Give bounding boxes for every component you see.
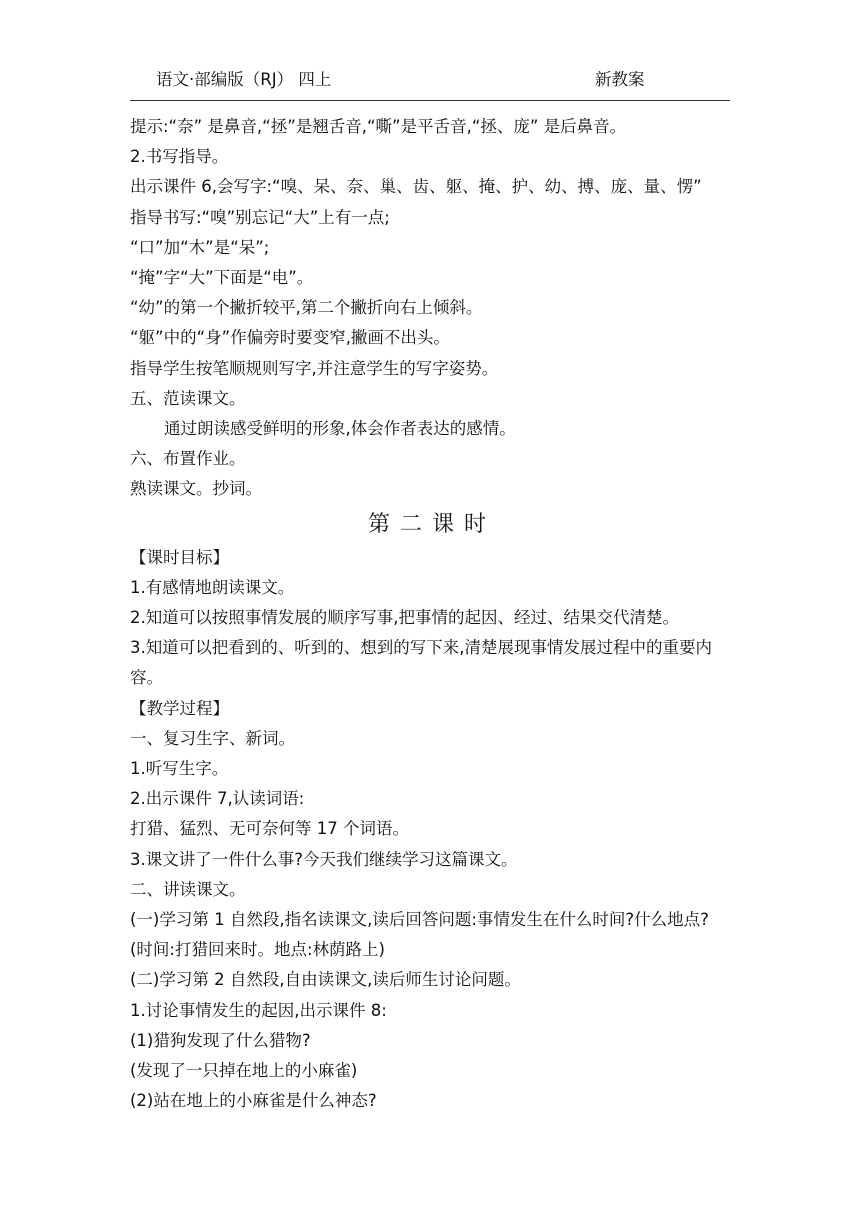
paragraph: “口”加“木”是“呆”; <box>130 237 270 257</box>
paragraph: (2)站在地上的小麻雀是什么神态? <box>130 1091 377 1111</box>
section-heading: 五、范读课文。 <box>130 388 246 408</box>
paragraph: 打猎、猛烈、无可奈何等 17 个词语。 <box>130 819 409 839</box>
paragraph: 1.有感情地朗读课文。 <box>130 577 295 597</box>
paragraph: 2.书写指导。 <box>130 147 229 167</box>
paragraph: 3.课文讲了一件什么事?今天我们继续学习这篇课文。 <box>130 849 518 869</box>
paragraph: 2.出示课件 7,认读词语: <box>130 789 305 809</box>
lesson-title: 第二课时 <box>367 511 496 537</box>
paragraph: 3.知道可以把看到的、听到的、想到的写下来,清楚展现事情发展过程中的重要内容。 <box>130 638 712 688</box>
page-header <box>130 60 730 101</box>
paragraph: (1)猎狗发现了什么猎物? <box>130 1030 311 1050</box>
paragraph: 1.讨论事情发生的起因,出示课件 8: <box>130 1000 387 1020</box>
header-left-text: 语文·部编版（RJ） 四上 <box>156 70 332 89</box>
document-body <box>130 112 734 1117</box>
paragraph: (时间:打猎回来时。地点:林荫路上) <box>130 940 385 960</box>
section-heading: 二、讲读课文。 <box>130 879 246 899</box>
paragraph: 熟读课文。抄词。 <box>130 479 262 499</box>
paragraph: 出示课件 6,会写字:“嗅、呆、奈、巢、齿、躯、掩、护、幼、搏、庞、量、愣” <box>130 177 702 197</box>
header-right-text: 新教案 <box>595 70 645 89</box>
paragraph: “掩”字“大”下面是“电”。 <box>130 268 314 288</box>
paragraph: 提示:“奈” 是鼻音,“拯”是翘舌音,“嘶”是平舌音,“拯、庞” 是后鼻音。 <box>130 117 627 136</box>
paragraph: 通过朗读感受鲜明的形象,体会作者表达的感情。 <box>164 419 516 439</box>
section-heading: 一、复习生字、新词。 <box>130 728 295 748</box>
paragraph: (二)学习第 2 自然段,自由读课文,读后师生讨论问题。 <box>130 970 521 990</box>
paragraph: “幼”的第一个撇折较平,第二个撇折向右上倾斜。 <box>130 298 483 318</box>
paragraph: 2.知道可以按照事情发展的顺序写事,把事情的起因、经过、结果交代清楚。 <box>130 608 679 628</box>
paragraph: 指导书写:“嗅”别忘记“大”上有一点; <box>130 207 390 227</box>
paragraph: “躯”中的“身”作偏旁时要变窄,撇画不出头。 <box>130 328 450 348</box>
section-label: 【教学过程】 <box>130 698 229 718</box>
paragraph: 指导学生按笔顺规则写字,并注意学生的写字姿势。 <box>130 358 499 378</box>
paragraph: (一)学习第 1 自然段,指名读课文,读后回答问题:事情发生在什么时间?什么地点? <box>130 910 709 930</box>
paragraph: (发现了一只掉在地上的小麻雀) <box>130 1061 358 1081</box>
section-label: 【课时目标】 <box>130 547 229 567</box>
section-heading: 六、布置作业。 <box>130 449 246 469</box>
paragraph: 1.听写生字。 <box>130 759 229 779</box>
